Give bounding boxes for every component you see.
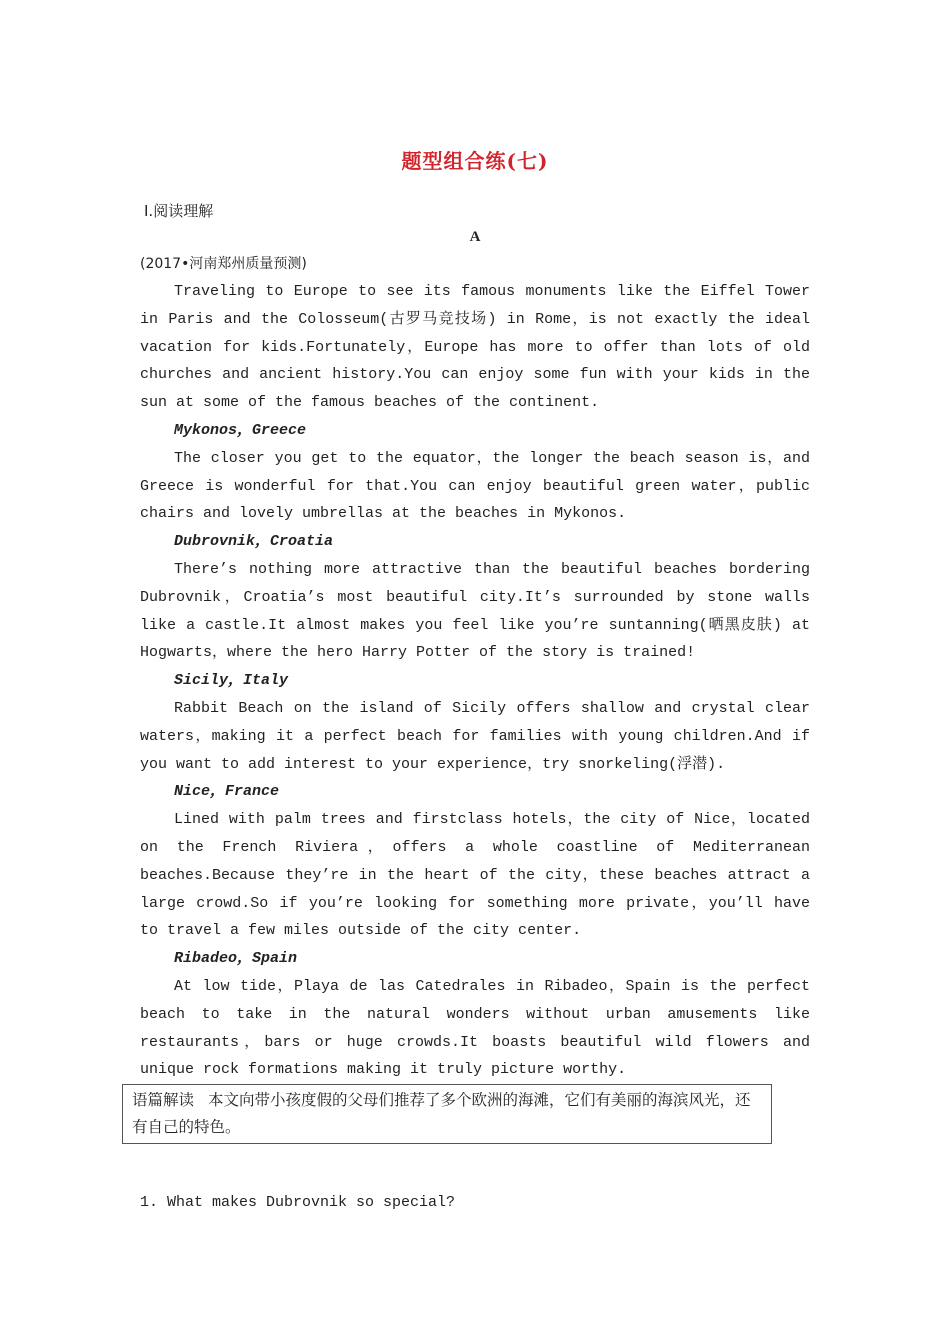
beach-text-nice: Lined with palm trees and firstclass hotels，the city of Nice，located on the French Riviera，offers a whole coastline of Mediterranean beaches.Because they’re in the heart of the city，these beaches attract a large crowd.So if you’re looking for something more private，you’ll have to travel a few miles outside of the city center. (140, 811, 810, 940)
beach-heading-mykonos: Mykonos，Greece (174, 421, 307, 439)
beach-heading-dubrovnik: Dubrovnik，Croatia (174, 533, 334, 551)
beach-text-sicily: Rabbit Beach on the island of Sicily offers shallow and crystal clear waters，making it a perfect beach for families with young children.And if you want to add interest to your experience，try snorkeling(浮潜). (140, 699, 810, 773)
page-title: 题型组合练(七) (401, 149, 549, 173)
beach-heading-nice: Nice，France (174, 783, 280, 801)
beach-text-mykonos: The closer you get to the equator，the longer the beach season is，and Greece is wonderful for that.You can enjoy beautiful green water，public chairs and lovely umbrellas at the beaches in Mykonos. (140, 449, 810, 523)
intro-paragraph: Traveling to Europe to see its famous monuments like the Eiffel Tower in Paris and the Colosseum(古罗马竞技场) in Rome，is not exactly the ideal vacation for kids.Fortunately，Europe has more to offer than lots of old churches and ancient history.You can enjoy some fun with your kids in the sun at some of the famous beaches of the continent. (140, 283, 810, 412)
beach-heading-sicily: Sicily，Italy (174, 672, 289, 690)
beach-heading-ribadeo: Ribadeo，Spain (174, 950, 298, 968)
section-heading: Ⅰ.阅读理解 (144, 202, 214, 220)
passage-source: (2017•河南郑州质量预测) (140, 256, 307, 272)
beach-text-dubrovnik: There’s nothing more attractive than the beautiful beaches bordering Dubrovnik，Croatia’s most beautiful city.It’s surrounded by stone walls like a castle.It almost makes you feel like you’re suntanning(晒黑皮肤) at Hogwarts，where the hero Harry Potter of the story is trained! (140, 560, 810, 662)
summary-box (122, 1084, 772, 1144)
question-item: 1. What makes Dubrovnik so special? (140, 1194, 456, 1211)
summary-label: 语篇解读 (132, 1091, 195, 1109)
summary-text: 本文向带小孩度假的父母们推荐了多个欧洲的海滩，它们有美丽的海滨风光，还有自己的特色。 (132, 1091, 751, 1136)
passage-body (140, 278, 810, 1084)
passage-letter: A (469, 229, 481, 245)
beach-text-ribadeo: At low tide，Playa de las Catedrales in Ribadeo，Spain is the perfect beach to take in the natural wonders without urban amusements like restaurants，bars or huge crowds.It boasts beautiful wild flowers and unique rock formations making it truly picture worthy. (140, 977, 810, 1079)
